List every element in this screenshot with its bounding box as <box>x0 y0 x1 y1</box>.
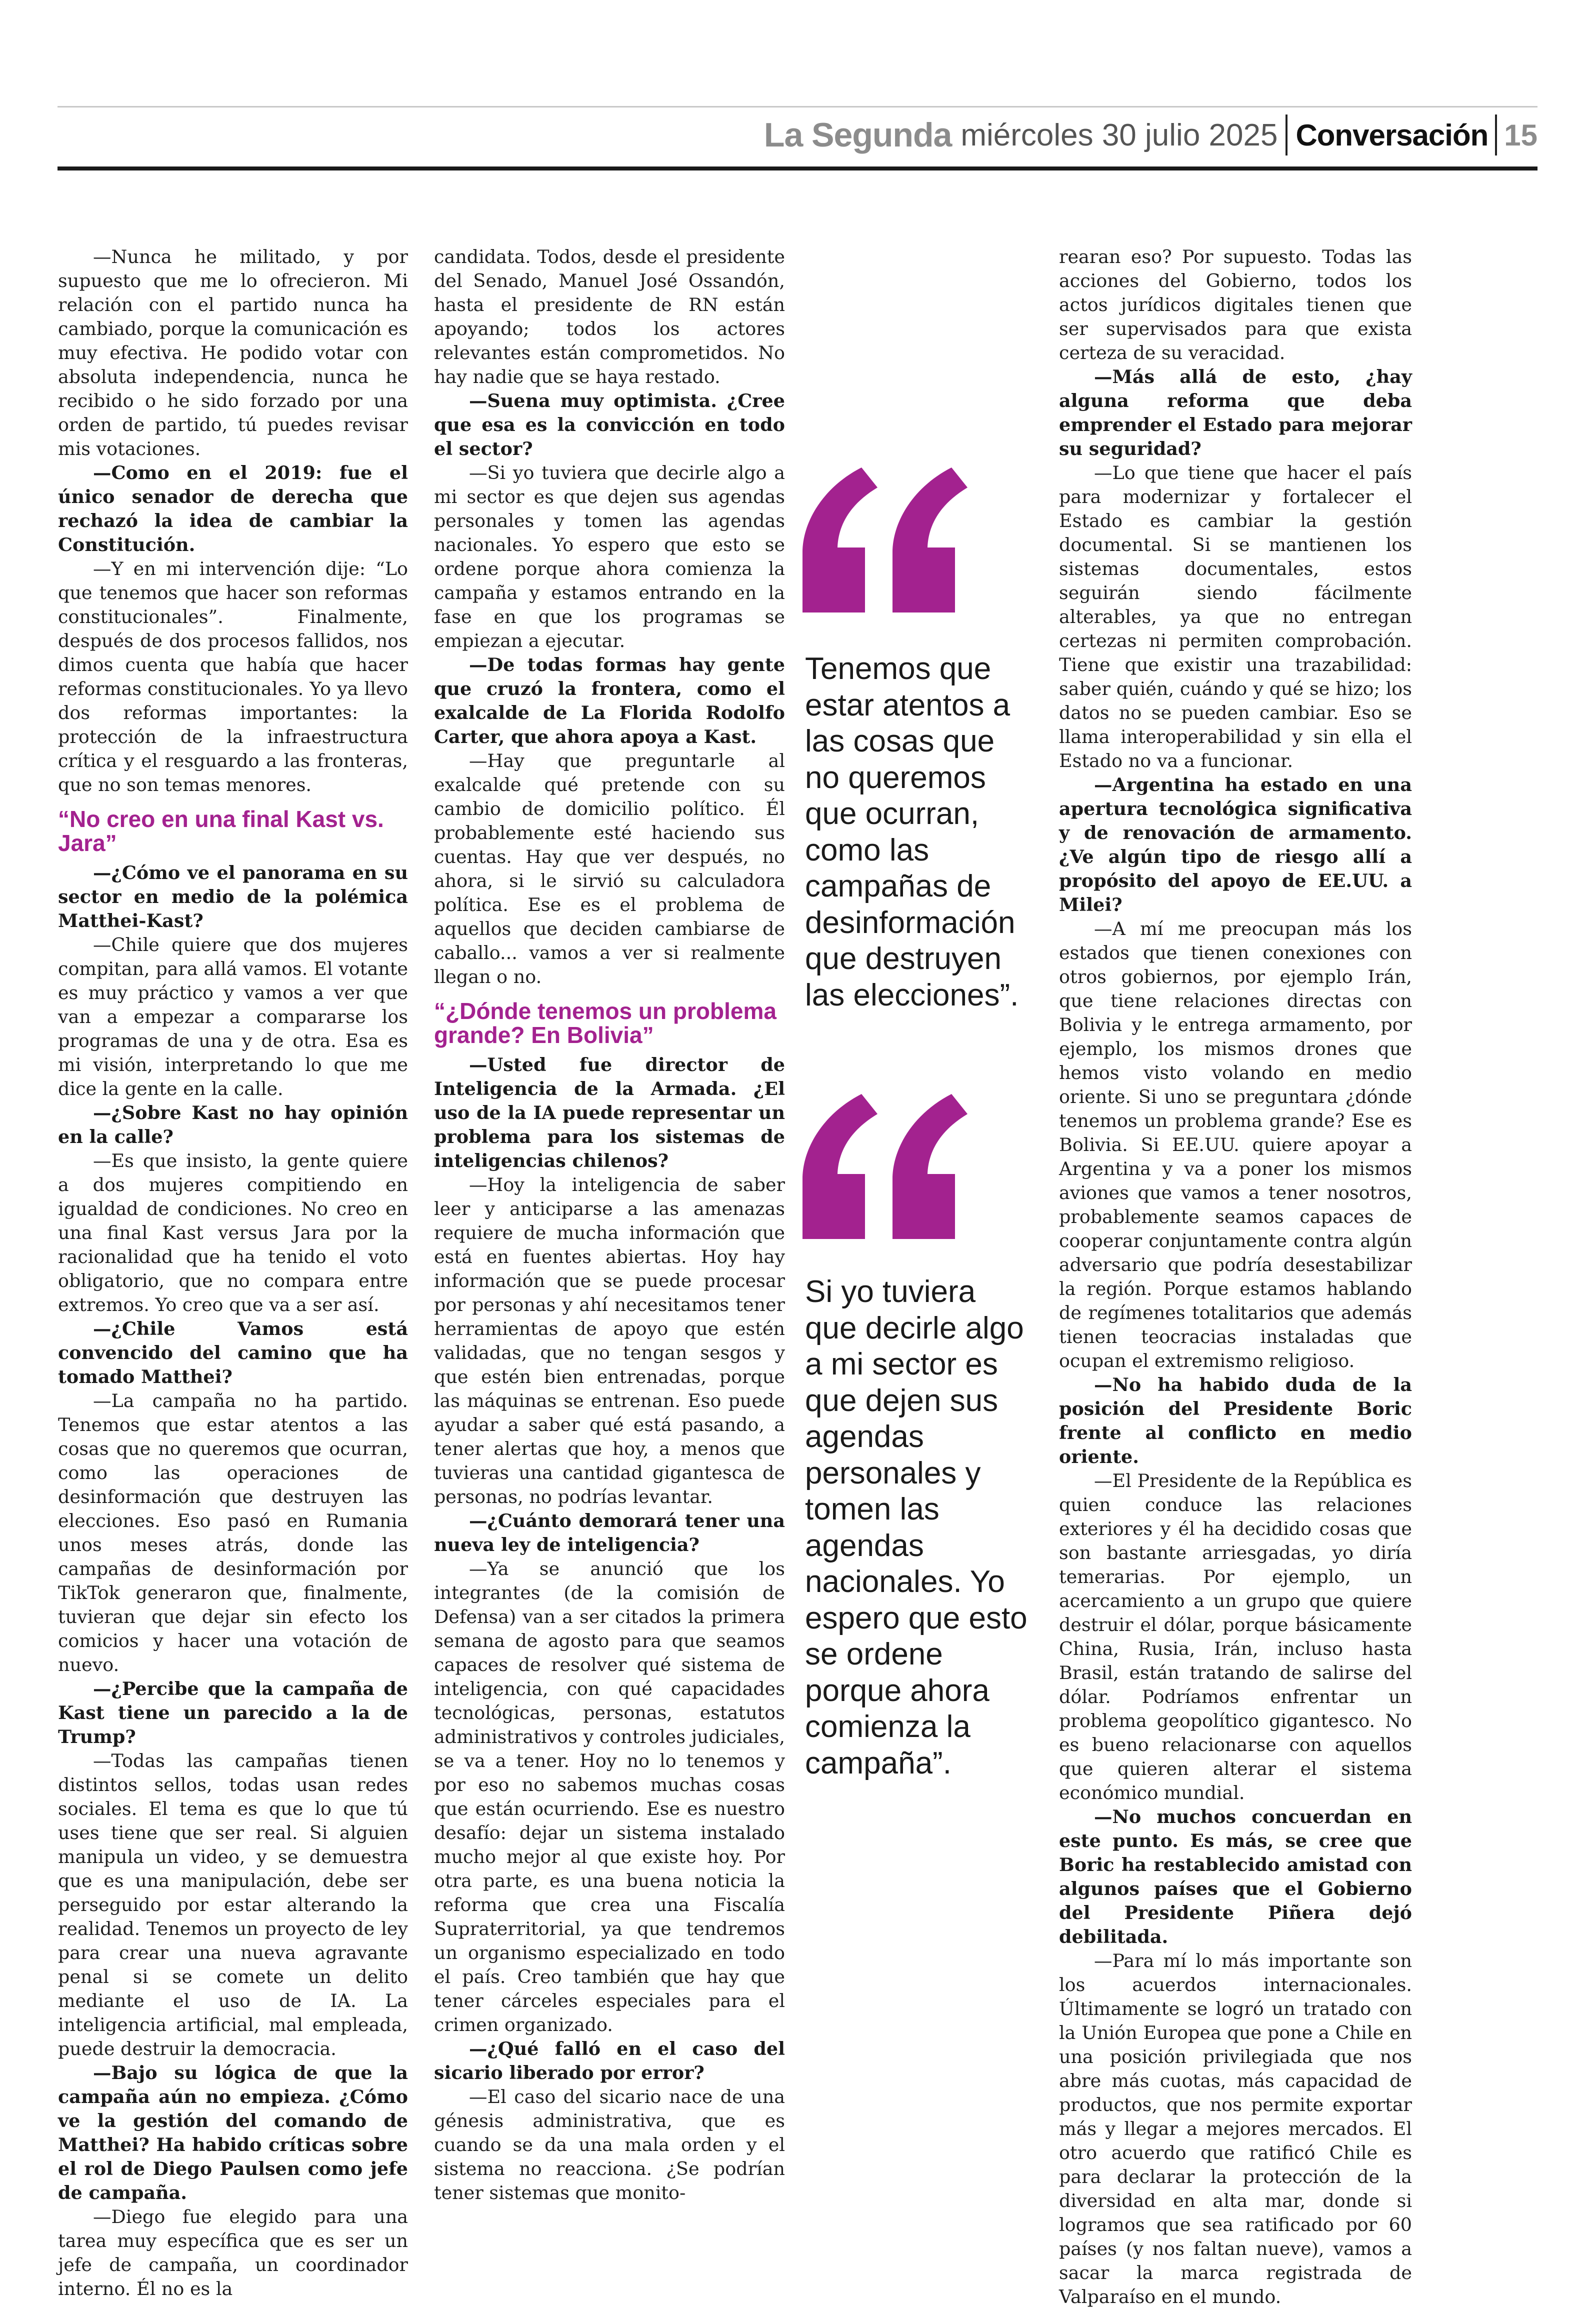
answer-paragraph: —Si yo tuviera que decirle algo a mi sector es que dejen sus agendas personales y tomen las agendas nacionales. Yo espero que esto se ordene porque ahora comienza la campaña y estamos entrando en la fase en que los programas se empiezan a ejecutar. <box>434 462 785 652</box>
question-paragraph: —¿Percibe que la campaña de Kast tiene un parecido a la de Trump? <box>58 1678 408 1748</box>
answer-paragraph: —Lo que tiene que hacer el país para modernizar y fortalecer el Estado es cambiar la gestión documental. Si se mantienen los sistemas documentales, estos seguirán siendo fácilmente alterables, ya que no entregan certezas ni permiten comprobación. Tiene que existir una trazabilidad: saber quién, cuándo y qué se hizo; los datos no se pueden cambiar. Eso se llama interoperabilidad y sin ella el Estado no va a funcionar. <box>1059 462 1412 772</box>
section-name: Conversación <box>1296 118 1488 152</box>
answer-paragraph: —Es que insisto, la gente quiere a dos mujeres compitiendo en igualdad de condiciones. No creo en una final Kast versus Jara por la racionalidad que ha tenido el voto obligatorio, que no compara entre extremos. Yo creo que va a ser así. <box>58 1150 408 1316</box>
answer-paragraph: —Hoy la inteligencia de saber leer y anticiparse a las amenazas requiere de mucha información que está en fuentes abiertas. Hoy hay información que se puede procesar por personas y ahí necesitamos tener herramientas de apoyo que estén validadas, que no tengan sesgos y que estén bien entrenadas, porque las máquinas se entrenan. Eso puede ayudar a saber qué está pasando, a tener alertas que hoy, a menos que tuvieras una cantidad gigantesca de personas, no podrías levantar. <box>434 1174 785 1508</box>
answer-paragraph: —El Presidente de la República es quien conduce las relaciones exteriores y él ha decidido cosas que son bastante arriesgadas, yo diría temerarias. Por ejemplo, un acercamiento a un grupo que quiere destruir el dólar, porque básicamente China, Rusia, Irán, incluso hasta Brasil, están tratando de salirse del dólar. Podríamos enfrentar un problema geopolítico gigantesco. No es bueno relacionarse con aquellos que quieren alterar el sistema económico mundial. <box>1059 1470 1412 1804</box>
question-paragraph: —De todas formas hay gente que cruzó la frontera, como el exalcalde de La Florida Rodolfo Carter, que ahora apoya a Kast. <box>434 654 785 748</box>
question-paragraph: —Usted fue director de Inteligencia de la Armada. ¿El uso de la IA puede representar un problema para los sistemas de inteligencias chilenos? <box>434 1054 785 1172</box>
answer-paragraph: —Diego fue elegido para una tarea muy específica que es ser un jefe de campaña, un coordinador interno. Él no es la <box>58 2206 408 2300</box>
question-paragraph: —Como en el 2019: fue el único senador de derecha que rechazó la idea de cambiar la Constitución. <box>58 462 408 556</box>
question-paragraph: —Suena muy optimista. ¿Cree que esa es la convicción en todo el sector? <box>434 390 785 460</box>
pull-quote-1: Tenemos que estar atentos a las cosas que no queremos que ocurran, como las campañas de desinformación que destruyen las elecciones”. <box>805 652 1019 1012</box>
question-paragraph: —¿Sobre Kast no hay opinión en la calle? <box>58 1102 408 1148</box>
answer-paragraph: —La campaña no ha partido. Tenemos que estar atentos a las cosas que no queremos que ocurran, como las operaciones de desinformación que destruyen las elecciones. Eso pasó en Rumania unos meses atrás, donde las campañas de desinformación por TikTok generaron que, finalmente, tuvieran que dejar sin efecto los comicios y hacer una votación de nuevo. <box>58 1390 408 1676</box>
header-divider <box>1495 114 1497 156</box>
header-divider <box>1286 114 1288 156</box>
question-paragraph: —Argentina ha estado en una apertura tecnológica significativa y de renovación de armamento. ¿Ve algún tipo de riesgo allí a propósito del apoyo de EE.UU. a Milei? <box>1059 774 1412 916</box>
header-bottom-rule <box>58 166 1538 170</box>
answer-paragraph: —Chile quiere que dos mujeres compitan, para allá vamos. El votante es muy práctico y vamos a ver que van a empezar a compararse los programas de una y de otra. Esa es mi visión, interpretando lo que me dice la gente en la calle. <box>58 934 408 1100</box>
answer-paragraph: rearan eso? Por supuesto. Todas las acciones del Gobierno, todos los actos jurídicos digitales tienen que ser supervisados para que exista certeza de su veracidad. <box>1059 246 1412 364</box>
question-paragraph: —¿Qué falló en el caso del sicario liberado por error? <box>434 2038 785 2084</box>
answer-paragraph: —Ya se anunció que los integrantes (de la comisión de Defensa) van a ser citados la primera semana de agosto para que seamos capaces de resolver qué sistema de inteligencia, con qué capacidades tecnológicas, personas, estatutos administrativos y controles judiciales, se va a tener. Hoy no lo tenemos y por eso no sabemos muchas cosas que están ocurriendo. Ese es nuestro desafío: dejar un sistema instalado mucho mejor al que existe hoy. Por otra parte, es una buena noticia la reforma que crea una Fiscalía Supraterritorial, ya que tendremos un organismo especializado en todo el país. Creo también que hay que tener cárceles especiales para el crimen organizado. <box>434 1558 785 2036</box>
question-paragraph: —¿Cómo ve el panorama en su sector en medio de la polémica Matthei-Kast? <box>58 862 408 932</box>
question-paragraph: —Bajo su lógica de que la campaña aún no empieza. ¿Cómo ve la gestión del comando de Matthei? Ha habido críticas sobre el rol de Diego Paulsen como jefe de campaña. <box>58 2062 408 2204</box>
answer-paragraph: —Nunca he militado, y por supuesto que me lo ofrecieron. Mi relación con el partido nunca ha cambiado, porque la comunicación es muy efectiva. He podido votar con absoluta independencia, nunca he recibido o he sido forzado por una orden de partido, tú puedes revisar mis votaciones. <box>58 246 408 460</box>
answer-paragraph: —Hay que preguntarle al exalcalde qué pretende con su cambio de domicilio político. Él probablemente esté haciendo sus cuentas. Hay que ver después, no ahora, si le sirvió su calculadora política. Ese es el problema de aquellos que deciden cambiarse de caballo... vamos a ver si realmente llegan o no. <box>434 750 785 988</box>
answer-paragraph: —Y en mi intervención dije: “Lo que tenemos que hacer son reformas constitucionales”. Finalmente, después de dos procesos fallidos, nos dimos cuenta que había que hacer reformas constitucionales. Yo ya llevo dos reformas importantes: la protección de la infraestructura crítica y el resguardo a las fronteras, que no son temas menores. <box>58 558 408 796</box>
newspaper-name: La Segunda <box>764 116 952 154</box>
answer-paragraph: —El caso del sicario nace de una génesis administrativa, que es cuando se da una mala orden y el sistema no reacciona. ¿Se podrían tener sistemas que monito- <box>434 2086 785 2204</box>
open-quote-icon <box>802 468 968 612</box>
page-number: 15 <box>1504 118 1538 152</box>
question-paragraph: —No ha habido duda de la posición del Presidente Boric frente al conflicto en medio oriente. <box>1059 1374 1412 1468</box>
question-paragraph: —¿Cuánto demorará tener una nueva ley de inteligencia? <box>434 1510 785 1556</box>
question-paragraph: —¿Chile Vamos está convencido del camino que ha tomado Matthei? <box>58 1318 408 1388</box>
subheading: “No creo en una final Kast vs. Jara” <box>58 806 384 856</box>
pull-quote-2: Si yo tuviera que decirle algo a mi sector es que dejen sus agendas personales y tomen las agendas nacionales. Yo espero que esto se ordene porque ahora comienza la campaña”. <box>805 1274 1028 1780</box>
answer-paragraph: candidata. Todos, desde el presidente del Senado, Manuel José Ossandón, hasta el presidente de RN están apoyando; todos los actores relevantes están comprometidos. No hay nadie que se haya restado. <box>434 246 785 388</box>
answer-paragraph: —Para mí lo más importante son los acuerdos internacionales. Últimamente se logró un tratado con la Unión Europea que pone a Chile en una posición privilegiada que nos abre más cuotas, más capacidad de productos, que nos permite exportar más y llegar a mejores mercados. El otro acuerdo que ratificó Chile es para declarar la protección de la diversidad en alta mar, donde si logramos que sea ratificado por 60 países (y nos faltan nueve), vamos a sacar la marca registrada de Valparaíso en el mundo. <box>1059 1950 1412 2308</box>
question-paragraph: —Más allá de esto, ¿hay alguna reforma que deba emprender el Estado para mejorar su seguridad? <box>1059 366 1412 460</box>
subheading: “¿Dónde tenemos un problema grande? En Bolivia” <box>434 998 776 1048</box>
page-header <box>764 110 1538 160</box>
issue-date: miércoles 30 julio 2025 <box>960 118 1278 152</box>
article-column-1 <box>58 245 408 2301</box>
question-paragraph: —No muchos concuerdan en este punto. Es más, se cree que Boric ha restablecido amistad con algunos países que el Gobierno del Presidente Piñera dejó debilitada. <box>1059 1806 1412 1948</box>
header-top-rule <box>58 106 1538 108</box>
article-column-4 <box>1059 245 1412 2309</box>
answer-paragraph: —Todas las campañas tienen distintos sellos, todas usan redes sociales. El tema es que lo que tú uses tiene que ser real. Si alguien manipula un video, y se demuestra que es una manipulación, debe ser perseguido por estar alterando la realidad. Tenemos un proyecto de ley para crear una nueva agravante penal si se comete un delito mediante el uso de IA. La inteligencia artificial, mal empleada, puede destruir la democracia. <box>58 1750 408 2060</box>
open-quote-icon <box>802 1094 968 1239</box>
answer-paragraph: —A mí me preocupan más los estados que tienen conexiones con otros gobiernos, por ejemplo Irán, que tiene relaciones directas con Bolivia y le entrega armamento, por ejemplo, los mismos drones que hemos visto volando en medio oriente. Si uno se preguntara ¿dónde tenemos un problema grande? Ese es Bolivia. Si EE.UU. quiere apoyar a Argentina y va a poner los mismos aviones que vamos a tener nosotros, probablemente seamos capaces de cooperar conjuntamente contra algún adversario que podría desestabilizar la región. Porque estamos hablando de regímenes totalitarios que además tienen teocracias instaladas que ocupan el extremismo religioso. <box>1059 918 1412 1372</box>
article-column-2 <box>434 245 785 2205</box>
